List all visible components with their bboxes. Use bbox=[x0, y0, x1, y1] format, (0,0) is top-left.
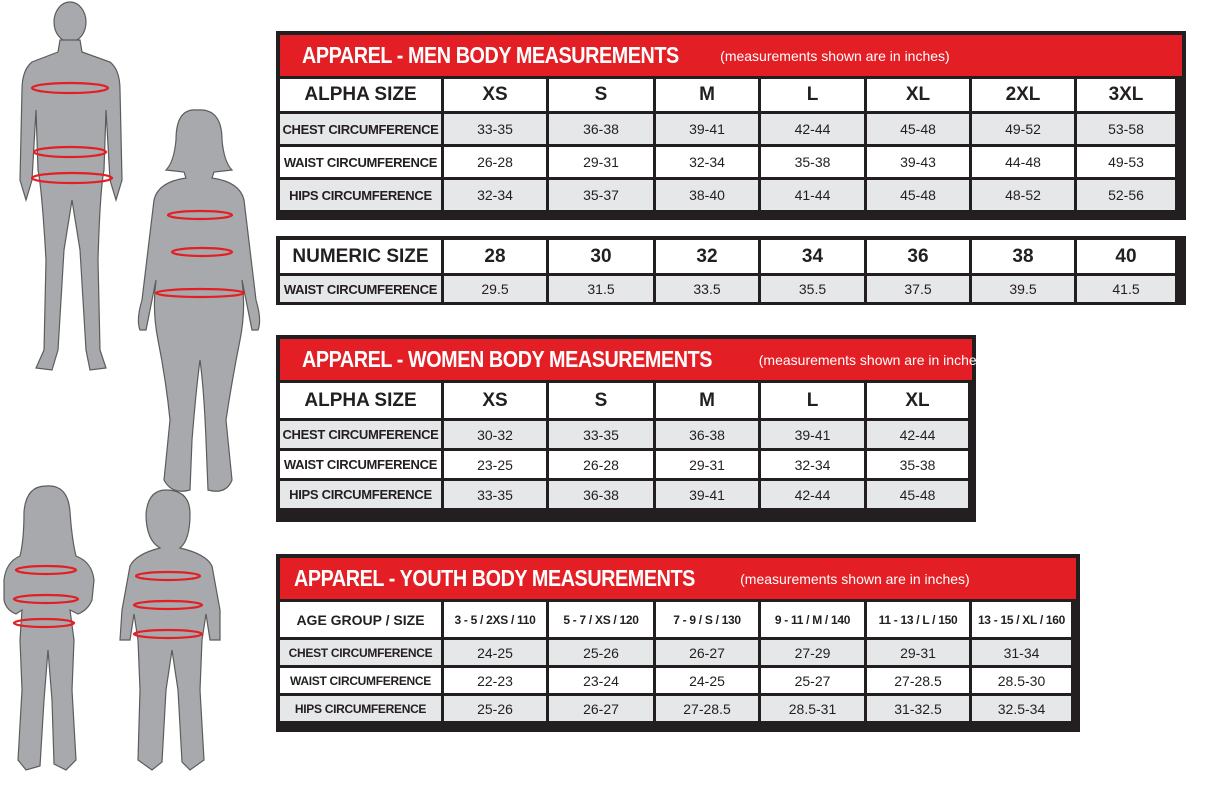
numeric-size: 38 bbox=[972, 240, 1074, 273]
women-size-m: M bbox=[656, 383, 758, 418]
women-cell: 32-34 bbox=[761, 451, 864, 478]
men-cell: 41-44 bbox=[761, 180, 864, 210]
numeric-size: 30 bbox=[549, 240, 653, 273]
women-cell: 30-32 bbox=[444, 421, 546, 448]
women-size-xl: XL bbox=[867, 383, 968, 418]
women-grid bbox=[280, 383, 972, 508]
men-size-l: L bbox=[761, 79, 864, 111]
women-size-l: L bbox=[761, 383, 864, 418]
women-size-xs: XS bbox=[444, 383, 546, 418]
numeric-cell: 33.5 bbox=[656, 276, 758, 302]
youth-cell: 25-27 bbox=[761, 668, 864, 693]
numeric-cell: 31.5 bbox=[549, 276, 653, 302]
men-cell: 42-44 bbox=[761, 114, 864, 144]
numeric-size: 28 bbox=[444, 240, 546, 273]
youth-measurements-table bbox=[276, 554, 1080, 732]
men-cell: 49-53 bbox=[1077, 147, 1175, 177]
men-cell: 52-56 bbox=[1077, 180, 1175, 210]
youth-cell: 29-31 bbox=[867, 640, 969, 665]
youth-table-note: (measurements shown are in inches) bbox=[740, 570, 970, 587]
men-size-xs: XS bbox=[444, 79, 546, 111]
women-cell: 45-48 bbox=[867, 481, 968, 508]
youth-cell: 27-28.5 bbox=[656, 696, 758, 721]
men-cell: 35-37 bbox=[549, 180, 653, 210]
woman-silhouette bbox=[138, 110, 259, 491]
numeric-cell: 29.5 bbox=[444, 276, 546, 302]
body-silhouettes bbox=[0, 0, 275, 790]
youth-cell: 31-34 bbox=[972, 640, 1071, 665]
men-cell: 38-40 bbox=[656, 180, 758, 210]
men-cell: 35-38 bbox=[761, 147, 864, 177]
numeric-cell: 41.5 bbox=[1077, 276, 1175, 302]
numeric-size-label: NUMERIC SIZE bbox=[280, 240, 441, 273]
youth-table-title: APPAREL - YOUTH BODY MEASUREMENTS bbox=[294, 565, 695, 591]
women-cell: 36-38 bbox=[656, 421, 758, 448]
numeric-size: 34 bbox=[761, 240, 864, 273]
women-cell: 39-41 bbox=[656, 481, 758, 508]
women-cell: 23-25 bbox=[444, 451, 546, 478]
youth-cell: 27-29 bbox=[761, 640, 864, 665]
youth-size: 11 - 13 / L / 150 bbox=[867, 602, 969, 637]
youth-cell: 24-25 bbox=[656, 668, 758, 693]
youth-size: 13 - 15 / XL / 160 bbox=[972, 602, 1071, 637]
youth-cell: 26-27 bbox=[656, 640, 758, 665]
men-table-header bbox=[280, 35, 1182, 79]
women-measurements-table bbox=[276, 335, 989, 522]
men-cell: 39-43 bbox=[867, 147, 969, 177]
youth-cell: 25-26 bbox=[444, 696, 546, 721]
youth-cell: 26-27 bbox=[549, 696, 653, 721]
youth-cell: 28.5-31 bbox=[761, 696, 864, 721]
youth-cell: 32.5-34 bbox=[972, 696, 1071, 721]
women-cell: 33-35 bbox=[549, 421, 653, 448]
youth-row-label: HIPS CIRCUMFERENCE bbox=[280, 696, 441, 721]
women-row-label: CHEST CIRCUMFERENCE bbox=[280, 421, 441, 448]
men-cell: 33-35 bbox=[444, 114, 546, 144]
men-cell: 45-48 bbox=[867, 114, 969, 144]
men-cell: 32-34 bbox=[656, 147, 758, 177]
men-size-m: M bbox=[656, 79, 758, 111]
women-table-title: APPAREL - WOMEN BODY MEASUREMENTS bbox=[302, 346, 713, 372]
youth-cell: 28.5-30 bbox=[972, 668, 1071, 693]
men-cell: 49-52 bbox=[972, 114, 1074, 144]
numeric-row-label: WAIST CIRCUMFERENCE bbox=[280, 276, 441, 302]
numeric-cell: 37.5 bbox=[867, 276, 969, 302]
women-cell: 39-41 bbox=[761, 421, 864, 448]
men-row-label: WAIST CIRCUMFERENCE bbox=[280, 147, 441, 177]
men-cell: 32-34 bbox=[444, 180, 546, 210]
men-cell: 29-31 bbox=[549, 147, 653, 177]
youth-cell: 22-23 bbox=[444, 668, 546, 693]
men-cell: 48-52 bbox=[972, 180, 1074, 210]
women-cell: 42-44 bbox=[867, 421, 968, 448]
men-cell: 39-41 bbox=[656, 114, 758, 144]
youth-size: 9 - 11 / M / 140 bbox=[761, 602, 864, 637]
numeric-grid bbox=[280, 240, 1182, 302]
youth-age-group-label: AGE GROUP / SIZE bbox=[280, 602, 441, 637]
men-cell: 44-48 bbox=[972, 147, 1074, 177]
men-size-xl: XL bbox=[867, 79, 969, 111]
men-cell: 45-48 bbox=[867, 180, 969, 210]
youth-table-header bbox=[280, 558, 1076, 602]
women-size-s: S bbox=[549, 383, 653, 418]
men-measurements-table bbox=[276, 31, 1186, 220]
men-size-2xl: 2XL bbox=[972, 79, 1074, 111]
women-alpha-size-label: ALPHA SIZE bbox=[280, 383, 441, 418]
men-table-title: APPAREL - MEN BODY MEASUREMENTS bbox=[302, 42, 679, 68]
women-cell: 33-35 bbox=[444, 481, 546, 508]
youth-size: 7 - 9 / S / 130 bbox=[656, 602, 758, 637]
men-grid bbox=[280, 79, 1182, 210]
women-row-label: WAIST CIRCUMFERENCE bbox=[280, 451, 441, 478]
youth-cell: 25-26 bbox=[549, 640, 653, 665]
women-cell: 42-44 bbox=[761, 481, 864, 508]
numeric-cell: 35.5 bbox=[761, 276, 864, 302]
women-cell: 29-31 bbox=[656, 451, 758, 478]
men-cell: 53-58 bbox=[1077, 114, 1175, 144]
youth-cell: 24-25 bbox=[444, 640, 546, 665]
youth-row-label: CHEST CIRCUMFERENCE bbox=[280, 640, 441, 665]
men-cell: 36-38 bbox=[549, 114, 653, 144]
youth-cell: 31-32.5 bbox=[867, 696, 969, 721]
men-table-note: (measurements shown are in inches) bbox=[720, 47, 950, 64]
men-size-s: S bbox=[549, 79, 653, 111]
men-row-label: CHEST CIRCUMFERENCE bbox=[280, 114, 441, 144]
youth-cell: 23-24 bbox=[549, 668, 653, 693]
men-row-label: HIPS CIRCUMFERENCE bbox=[280, 180, 441, 210]
numeric-size: 40 bbox=[1077, 240, 1175, 273]
youth-grid bbox=[280, 602, 1076, 721]
youth-size: 5 - 7 / XS / 120 bbox=[549, 602, 653, 637]
numeric-size: 36 bbox=[867, 240, 969, 273]
men-alpha-size-label: ALPHA SIZE bbox=[280, 79, 441, 111]
women-row-label: HIPS CIRCUMFERENCE bbox=[280, 481, 441, 508]
men-size-3xl: 3XL bbox=[1077, 79, 1175, 111]
men-cell: 26-28 bbox=[444, 147, 546, 177]
man-silhouette bbox=[20, 2, 122, 370]
women-cell: 26-28 bbox=[549, 451, 653, 478]
youth-size: 3 - 5 / 2XS / 110 bbox=[444, 602, 546, 637]
numeric-size: 32 bbox=[656, 240, 758, 273]
women-cell: 35-38 bbox=[867, 451, 968, 478]
women-cell: 36-38 bbox=[549, 481, 653, 508]
numeric-cell: 39.5 bbox=[972, 276, 1074, 302]
youth-row-label: WAIST CIRCUMFERENCE bbox=[280, 668, 441, 693]
youth-cell: 27-28.5 bbox=[867, 668, 969, 693]
numeric-size-table bbox=[276, 236, 1186, 305]
women-table-note: (measurements shown are in inches) bbox=[758, 351, 989, 368]
women-table-header bbox=[280, 339, 989, 383]
